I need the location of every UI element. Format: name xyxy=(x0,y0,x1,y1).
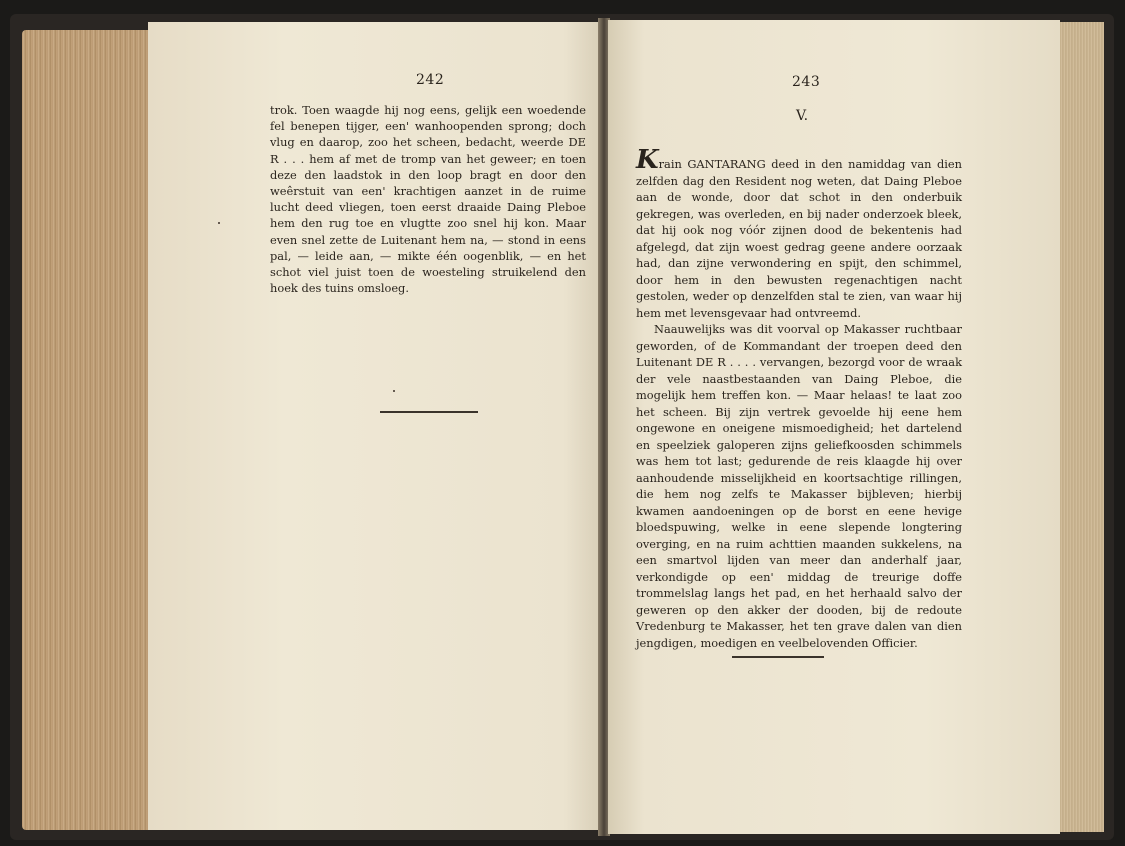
ink-speck xyxy=(393,390,395,392)
left-page xyxy=(148,22,600,830)
paragraph xyxy=(636,145,962,321)
chapter-heading: V. xyxy=(796,108,809,124)
end-ornament xyxy=(732,656,824,658)
page-number-left: 242 xyxy=(416,72,445,88)
right-page-text xyxy=(636,145,962,651)
section-divider xyxy=(380,411,478,413)
page-edges-right xyxy=(1060,22,1104,832)
page-number-right: 243 xyxy=(792,74,821,90)
left-page-text xyxy=(270,102,586,296)
page-edges-left xyxy=(22,30,152,830)
paragraph-body: rain GANTARANG deed in den namiddag van dien zelfden dag den Resident nog weten, dat Daing Pleboe aan de wonde, door dat schot in den onderbuik gekregen, was overleden, en bij nader onderzoek bleek, dat hij ook nog vóór zijnen dood de bekentenis had afgelegd, dat zijn woest gedrag geene andere oorzaak had, dan zijne verwondering en spijt, den schimmel, door hem in den bewusten regenachtigen nacht gestolen, weder op denzelfden stal te zien, van waar hij hem met levensgevaar had ontvreemd. xyxy=(636,157,962,320)
paragraph: trok. Toen waagde hij nog eens, gelijk een woedende fel benepen tijger, een' wanhoopenden sprong; doch vlug en daarop, zoo het scheen, bedacht, weerde DE R . . . hem af met de tromp van het geweer; en toen deze den laadstok in den loop bragt en door den weêrstuit van een' krachtigen aanzet in de ruime lucht deed vliegen, toen eerst draaide Daing Pleboe hem den rug toe en vlugtte zoo snel hij kon. Maar even snel zette de Luitenant hem na, — stond in eens pal, — leide aan, — mikte één oogenblik, — en het schot viel juist toen de woesteling struikelend den hoek des tuins omsloeg. xyxy=(270,103,586,296)
drop-initial: K xyxy=(636,145,659,175)
ink-speck xyxy=(218,222,220,224)
right-page xyxy=(608,20,1060,834)
paragraph: Naauwelijks was dit voorval op Makasser ruchtbaar geworden, of de Kommandant der troepen deed den Luitenant DE R . . . . vervangen, bezorgd voor de wraak der vele naastbestaanden van Daing Pleboe, die mogelijk hem treffen kon. — Maar helaas! te laat zoo het scheen. Bij zijn vertrek gevoelde hij eene hem ongewone en oneigene mismoedigheid; het dartelend en speelziek galoperen zijns geliefkoosden schimmels was hem tot last; gedurende de reis klaagde hij over aanhoudende misselijkheid en koortsachtige rillingen, die hem nog zelfs te Makasser bijbleven; hierbij kwamen aandoeningen op de borst en eene hevige bloedspuwing, welke in eene slepende longtering overging, en na ruim achttien maanden sukkelens, na een smartvol lijden van meer dan anderhalf jaar, verkondigde op een' middag de treurige doffe trommelslag langs het pad, en het herhaald salvo der geweren op den akker der dooden, bij de redoute Vredenburg te Makasser, het ten grave dalen van dien jengdigen, moedigen en veelbelovenden Officier. xyxy=(636,322,962,650)
